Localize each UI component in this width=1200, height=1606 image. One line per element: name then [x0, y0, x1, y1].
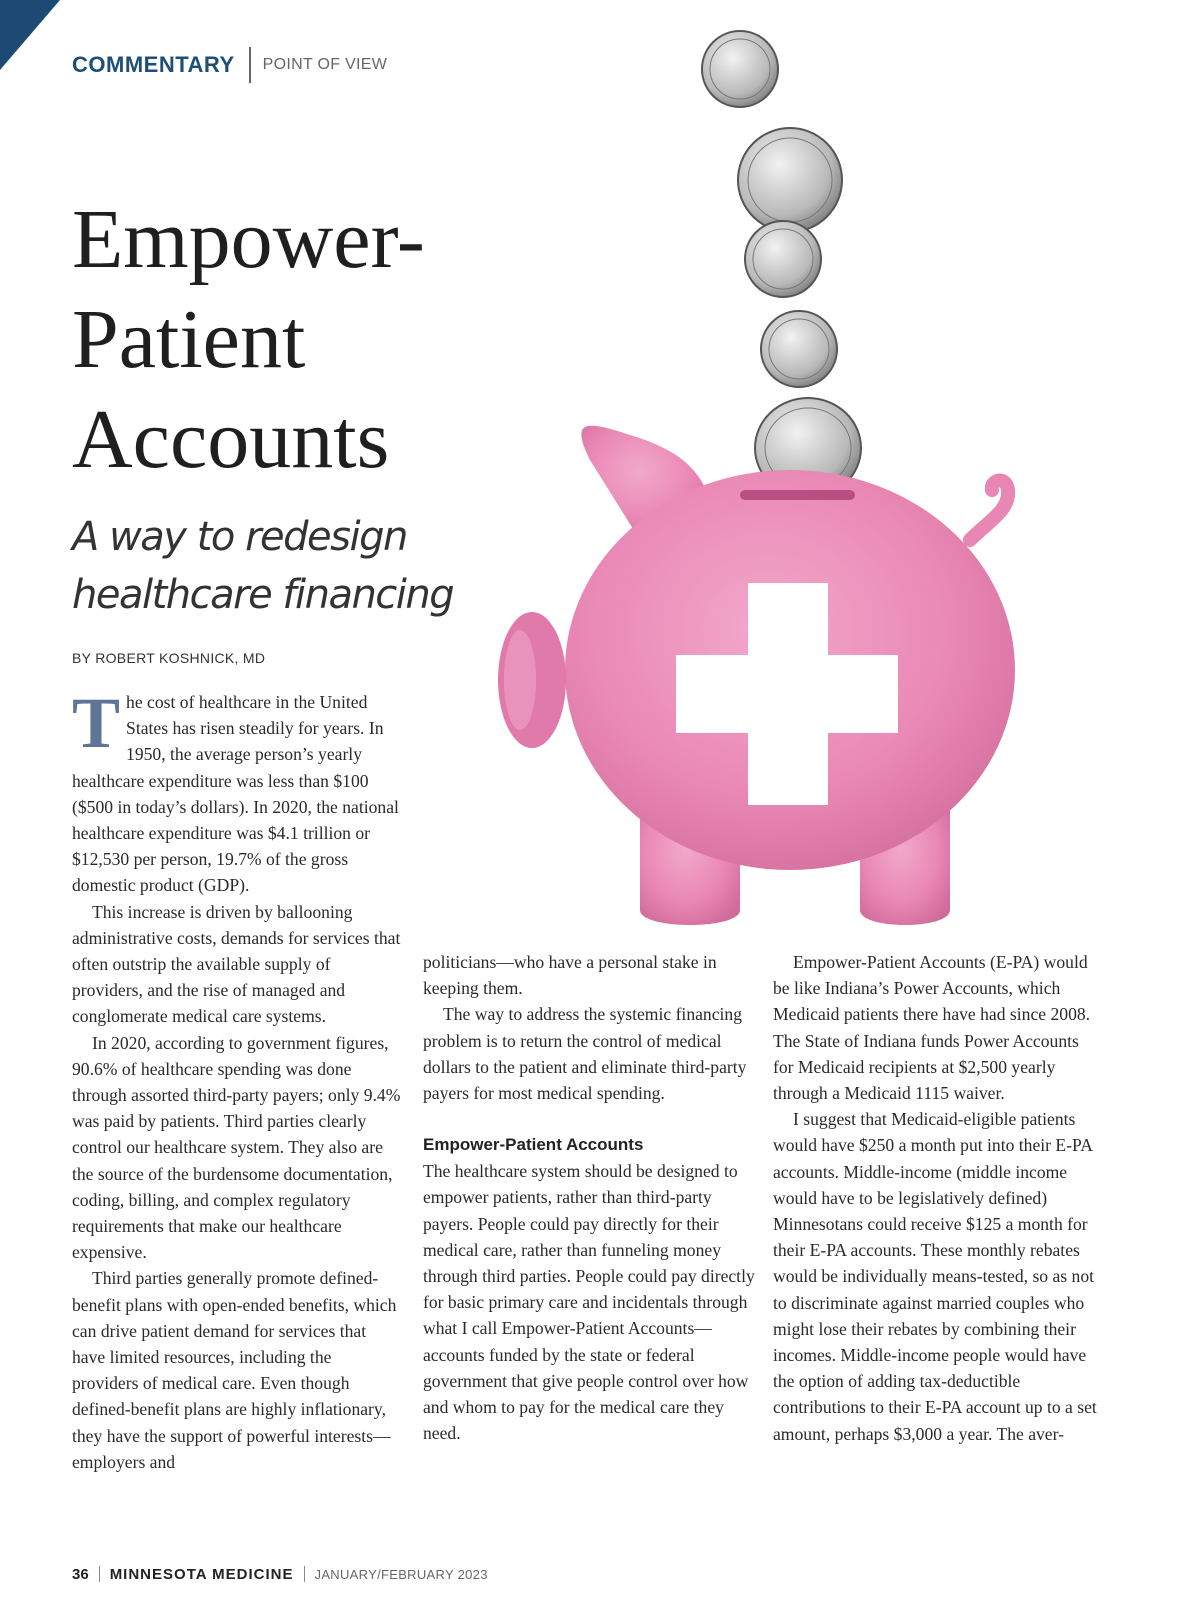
subtitle-line: healthcare financing — [72, 572, 454, 618]
coin-icon — [702, 31, 778, 107]
section-divider — [249, 47, 251, 83]
paragraph — [72, 683, 402, 899]
paragraph: Third parties generally promote defined-benefit plans with open-ended benefits, which can drive patient demand for services that have limited resources, including the providers of medical care. Even though defined-benefit plans are highly inflationary, they have the support of powerful interests—employers and — [72, 1268, 397, 1472]
article-column-3 — [773, 949, 1103, 1447]
paragraph: In 2020, according to government figures, 90.6% of healthcare spending was done through assorted third-party payers; only 9.4% was paid by patients. Third parties clearly control our healthcare system. They also are the source of the burdensome documentation, coding, billing, and complex regulatory requirements that make our healthcare expensive. — [72, 1032, 401, 1263]
magazine-name: MINNESOTA MEDICINE — [109, 1565, 294, 1583]
coin-icon — [745, 221, 821, 297]
title-line: Accounts — [72, 393, 390, 486]
title-line: Empower- — [72, 193, 425, 286]
paragraph: The way to address the systemic financing problem is to return the control of medical dollars to the patient and eliminate third-party payers for most medical spending. — [423, 1004, 747, 1104]
article-column-1 — [72, 683, 402, 1475]
corner-decoration — [0, 0, 60, 70]
paragraph: politicians—who have a personal stake in keeping them. — [423, 952, 717, 999]
subtitle-line: A way to redesign — [72, 514, 407, 560]
paragraph: The healthcare system should be designed to empower patients, rather than third-party payers. People could pay directly for their medical care, rather than funneling money through third parties. People could pay directly for basic primary care and incidentals through what I call Empower-Patient Accounts—accounts funded by the state or federal government that give people control over how and whom to pay for the medical care they need. — [423, 1161, 755, 1444]
coin-icon — [738, 128, 842, 232]
piggy-bank-illustration — [490, 20, 1050, 940]
dropcap: T — [72, 683, 121, 763]
subsection-label: POINT OF VIEW — [262, 56, 388, 73]
section-header — [72, 46, 387, 84]
piggy-bank-icon — [498, 426, 1015, 925]
byline: BY ROBERT KOSHNICK, MD — [72, 650, 266, 666]
article-title — [72, 190, 502, 490]
section-label: COMMENTARY — [72, 52, 235, 77]
coin-icon — [761, 311, 837, 387]
section-heading: Empower-Patient Accounts — [423, 1135, 644, 1155]
paragraph: I suggest that Medicaid-eligible patients would have $250 a month put into their E-PA accounts. Middle-income (middle income would have to be legislatively defined) Minnesotans could receive $125 a month for their E-PA accounts. These monthly rebates would be individually means-tested, so as not to discriminate against married couples who might lose their rebates by combining their incomes. Middle-income people would have the option of adding tax-deductible contributions to their E-PA account up to a set amount, perhaps $3,000 a year. The aver- — [773, 1109, 1097, 1444]
footer-divider — [99, 1566, 100, 1582]
footer-divider — [304, 1566, 305, 1582]
article-column-2 — [423, 949, 755, 1446]
page-footer — [72, 1562, 488, 1586]
paragraph: Empower-Patient Accounts (E-PA) would be like Indiana’s Power Accounts, which Medicaid patients there have had since 2008. The State of Indiana funds Power Accounts for Medicaid recipients at $2,500 yearly through a Medicaid 1115 waiver. — [773, 952, 1091, 1104]
paragraph: This increase is driven by ballooning administrative costs, demands for services that often outstrip the available supply of providers, and the rise of managed and conglomerate medical care systems. — [72, 901, 401, 1027]
page-number: 36 — [72, 1565, 89, 1583]
title-line: Patient — [72, 293, 306, 386]
issue-date: JANUARY/FEBRUARY 2023 — [314, 1566, 488, 1582]
paragraph-text: he cost of healthcare in the United States has risen steadily for years. In 1950, the average person’s yearly healthcare expenditure was less than $100 ($500 in today’s dollars). In 2020, the national healthcare expenditure was $4.1 trillion or $12,530 per person, 19.7% of the gross domestic product (GDP). — [72, 692, 399, 896]
article-subtitle — [72, 508, 492, 624]
